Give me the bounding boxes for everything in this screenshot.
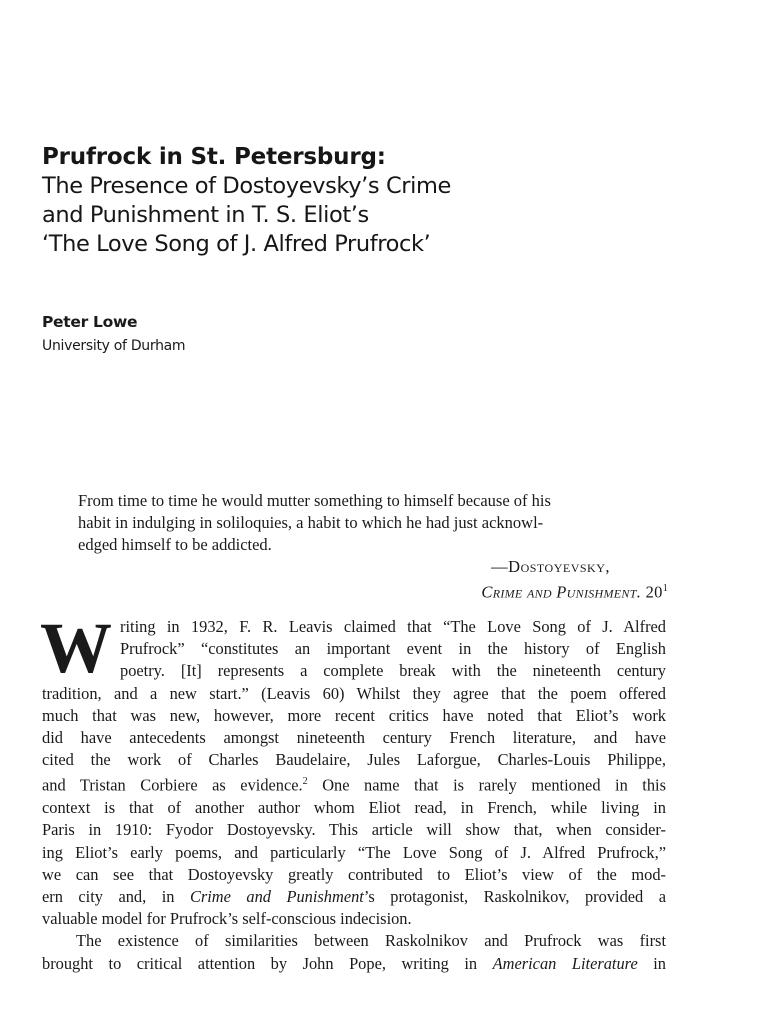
body-line: The existence of similarities between Raskolnikov and Prufrock was first	[76, 931, 666, 951]
epigraph-line: From time to time he would mutter something to himself because of his	[78, 491, 551, 510]
epigraph-line: edged himself to be addicted.	[78, 535, 272, 554]
body-line: Paris in 1910: Fyodor Dostoyevsky. This article will show that, when consider-	[42, 820, 666, 840]
body-line: riting in 1932, F. R. Leavis claimed that “The Love Song of J. Alfred	[120, 617, 666, 636]
title-sub-line: The Presence of Dostoyevsky’s Crime	[42, 173, 451, 199]
author-name: Peter Lowe	[42, 313, 138, 331]
body-line-with-note: and Tristan Corbiere as evidence.$^2$ One name that is rarely mentioned in this	[42, 775, 666, 795]
body-line: Prufrock” “constitutes an important event in the history of English	[120, 639, 666, 659]
drop-cap: W	[40, 608, 112, 688]
body-line: tradition, and a new start.” (Leavis 60) Whilst they agree that the poem offered	[42, 683, 666, 703]
epigraph-attribution-work	[78, 578, 668, 604]
title-main: Prufrock in St. Petersburg:	[42, 144, 386, 170]
journal-title: American Literature	[492, 953, 638, 973]
epigraph-line: habit in indulging in soliloquies, a habit to which he had just acknowl-	[78, 513, 544, 532]
body-line: poetry. [It] represents a complete break with the nineteenth century	[120, 661, 666, 681]
epigraph	[78, 490, 668, 604]
body-line: we can see that Dostoyevsky greatly contributed to Eliot’s view of the mod-	[42, 864, 666, 884]
body-line: did have antecedents amongst nineteenth century French literature, and have	[42, 728, 666, 748]
article-body	[40, 608, 666, 975]
epigraph-attribution-author: —Dostoyevsky,	[491, 557, 610, 576]
footnote-ref: 1	[662, 583, 668, 594]
title-sub-line: and Punishment in T. S. Eliot’s	[42, 202, 369, 228]
body-line: context is that of another author whom Eliot read, in French, while living in	[42, 798, 666, 818]
article-title	[42, 142, 722, 259]
body-line: cited the work of Charles Baudelaire, Jules Laforgue, Charles-Louis Philippe,	[42, 750, 666, 770]
body-line: valuable model for Prufrock’s self-conscious indecision.	[42, 909, 412, 929]
work-title: Crime and Punishment	[189, 886, 364, 906]
footnote-ref: 2	[302, 776, 308, 788]
epigraph-page: 20	[645, 582, 663, 602]
body-line-with-title: ern city and, in Crime and Punishment’s protagonist, Raskolnikov, provided a	[42, 886, 666, 906]
body-line: much that was new, however, more recent critics have noted that Eliot’s work	[42, 705, 666, 725]
first-paragraph-opening	[40, 608, 666, 688]
author-affiliation: University of Durham	[42, 338, 186, 354]
byline	[42, 310, 185, 358]
body-line: ing Eliot’s early poems, and particularly “The Love Song of J. Alfred Prufrock,”	[42, 842, 666, 862]
title-sub-line: ‘The Love Song of J. Alfred Prufrock’	[42, 231, 431, 257]
body-line-with-title: brought to critical attention by John Pope, writing in American Literature in	[42, 953, 666, 973]
epigraph-work-title: Crime and Punishment.	[481, 582, 642, 602]
